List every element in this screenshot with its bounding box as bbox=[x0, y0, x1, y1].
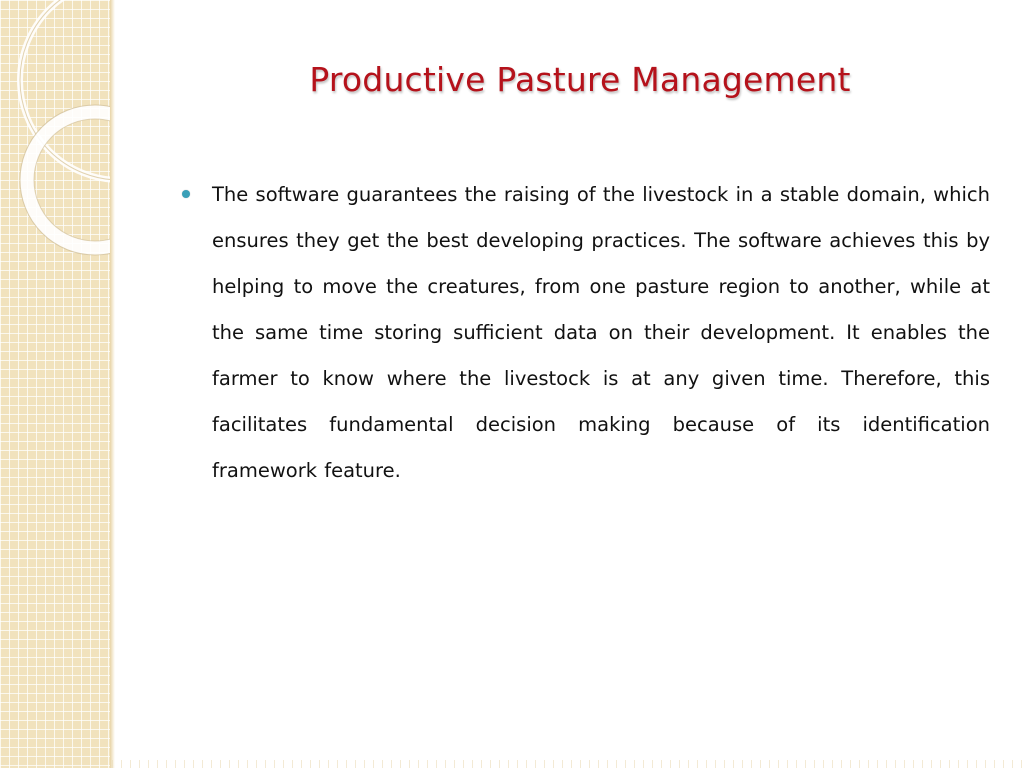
bottom-decorative-strip bbox=[112, 760, 1024, 768]
slide-title: Productive Pasture Management bbox=[309, 60, 851, 99]
bullet-text: The software guarantees the raising of the livestock in a stable domain, which ensures they get the best developing practices. The software achieves this by helping to move the creatures, from one pasture region to another, while at the same time storing sufficient data on their development. It enables the farmer to know where the livestock is at any given time. Therefore, this facilitates fundamental decision making because of its identification framework feature. bbox=[212, 183, 990, 482]
side-panel-edge bbox=[110, 0, 115, 768]
slide-content bbox=[212, 172, 990, 494]
decorative-side-panel bbox=[0, 0, 112, 768]
bullet-dot-icon bbox=[182, 190, 190, 198]
decorative-rings bbox=[0, 0, 112, 768]
bullet-item bbox=[212, 172, 990, 494]
